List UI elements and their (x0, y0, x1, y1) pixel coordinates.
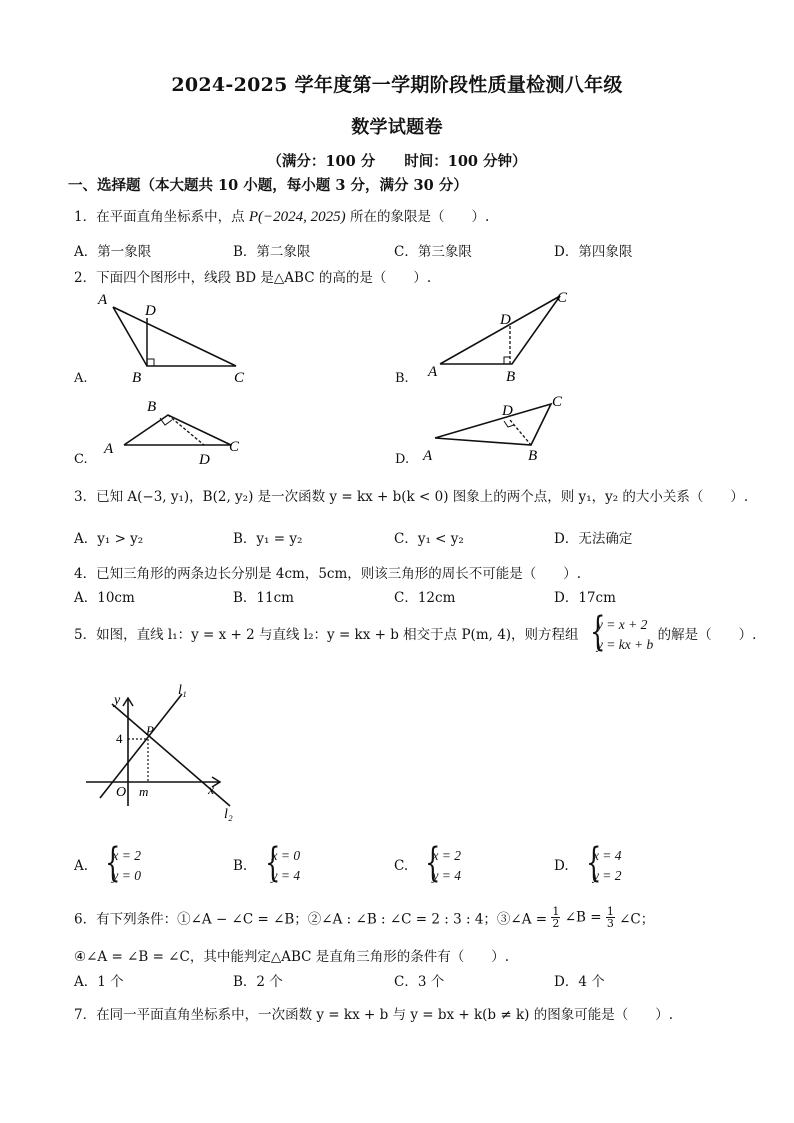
svg-text:O: O (116, 785, 127, 800)
q4-option-d[interactable]: D．17cm (554, 590, 616, 606)
q2a-label-d: D (145, 303, 156, 319)
q2-label-b[interactable]: B. (395, 371, 409, 386)
q5-graph (72, 676, 252, 826)
q3-option-a[interactable]: A．y₁ > y₂ (74, 531, 144, 547)
q1-text-pre: 1．在平面直角坐标系中，点 (74, 209, 245, 225)
q5-text-pre: 5．如图，直线 l₁：y = x + 2 与直线 l₂：y = kx + b 相交于点 P(m, 4)，则方程组 (74, 627, 579, 643)
q2-figure-d (420, 390, 590, 470)
q1-option-a[interactable]: A．第一象限 (74, 244, 152, 260)
svg-text:B: B (506, 369, 516, 384)
question-4: 4．已知三角形的两条边长分别是 4cm，5cm，则该三角形的周长不可能是（ ）. (74, 566, 582, 582)
svg-text:D: D (502, 403, 513, 419)
q2-figure-c (96, 393, 256, 473)
svg-text:B: B (147, 399, 157, 415)
q2-label-a[interactable]: A. (74, 371, 88, 386)
svg-text:4: 4 (116, 731, 123, 746)
question-5 (74, 615, 756, 655)
svg-text:l₁: l₁ (178, 683, 187, 698)
svg-text:D: D (500, 312, 511, 328)
q2-label-c[interactable]: C. (74, 452, 88, 467)
q3-option-c[interactable]: C．y₁ < y₂ (394, 531, 464, 547)
question-2: 2．下面四个图形中，线段 BD 是△ABC 的高的是（ ）. (74, 270, 432, 286)
svg-text:B: B (528, 448, 538, 464)
q4-option-c[interactable]: C．12cm (394, 590, 456, 606)
svg-text:C: C (229, 439, 240, 455)
svg-text:y: y (114, 693, 121, 708)
exam-subtitle: 数学试题卷 (351, 117, 443, 138)
q6-option-a[interactable]: A．1 个 (74, 974, 124, 990)
q6-fraction-half: $\frac{1}{2}$ (552, 905, 560, 930)
svg-text:C: C (557, 290, 568, 306)
exam-meta: （满分：100 分 时间：100 分钟） (267, 153, 527, 170)
section-heading-choice: 一、选择题（本大题共 10 小题，每小题 3 分，满分 30 分） (68, 177, 468, 194)
svg-text:P: P (146, 723, 154, 738)
q1-option-c[interactable]: C．第三象限 (394, 244, 472, 260)
svg-text:m: m (139, 784, 149, 799)
q4-option-a[interactable]: A．10cm (74, 590, 135, 606)
svg-text:D: D (199, 452, 210, 468)
svg-text:A: A (104, 441, 114, 457)
q6-option-d[interactable]: D．4 个 (554, 974, 605, 990)
svg-text:A: A (428, 364, 438, 380)
q2a-label-b: B (132, 370, 142, 386)
q5-option-a[interactable]: A. { x = 2 y = 0 (74, 846, 141, 886)
q3-option-d[interactable]: D．无法确定 (554, 531, 633, 547)
exam-title: 2024-2025 学年度第一学期阶段性质量检测八年级 (171, 74, 623, 96)
svg-text:A: A (423, 448, 433, 464)
q4-option-b[interactable]: B．11cm (233, 590, 294, 606)
q6-option-b[interactable]: B．2 个 (233, 974, 283, 990)
q5-text-post: 的解是（ ）. (657, 627, 757, 643)
question-1 (74, 205, 489, 226)
svg-text:x: x (208, 783, 215, 798)
svg-text:l₂: l₂ (224, 807, 233, 822)
q2a-label-a: A (98, 292, 108, 308)
q1-option-d[interactable]: D．第四象限 (554, 244, 633, 260)
q6-fraction-third: $\frac{1}{3}$ (606, 905, 614, 930)
q1-option-b[interactable]: B．第二象限 (233, 244, 311, 260)
q2-figure-a (92, 286, 262, 386)
q6-option-c[interactable]: C．3 个 (394, 974, 445, 990)
q2-figure-b (420, 284, 590, 384)
question-3: 3．已知 A(−3, y₁)，B(2, y₂) 是一次函数 y = kx + b(k < 0) 图象上的两个点，则 y₁，y₂ 的大小关系（ ）. (74, 489, 749, 505)
q1-point: P(−2024, 2025) (248, 209, 346, 225)
svg-text:C: C (552, 394, 563, 410)
q5-option-b[interactable]: B. { x = 0 y = 4 (233, 846, 300, 886)
q1-text-post: 所在的象限是（ ）. (349, 209, 490, 225)
q3-option-b[interactable]: B．y₁ = y₂ (233, 531, 303, 547)
question-6: 6．有下列条件：①∠A − ∠C = ∠B；②∠A : ∠B : ∠C = 2 : 3 : 4；③∠A = $\frac{1}{2}$ ∠B = $\frac{1}{3}$ ∠C； (74, 905, 655, 930)
question-6-line2: ④∠A = ∠B = ∠C，其中能判定△ABC 是直角三角形的条件有（ ）. (74, 949, 510, 965)
q5-option-c[interactable]: C. { x = 2 y = 4 (394, 846, 461, 886)
q5-equation-system: { y = x + 2 y = kx + b (587, 615, 653, 655)
q2-label-d[interactable]: D. (395, 452, 410, 467)
q5-option-d[interactable]: D. { x = 4 y = 2 (554, 846, 622, 886)
question-7: 7．在同一平面直角坐标系中，一次函数 y = kx + b 与 y = bx + k(b ≠ k) 的图象可能是（ ）. (74, 1007, 673, 1023)
q2a-label-c: C (234, 370, 245, 386)
